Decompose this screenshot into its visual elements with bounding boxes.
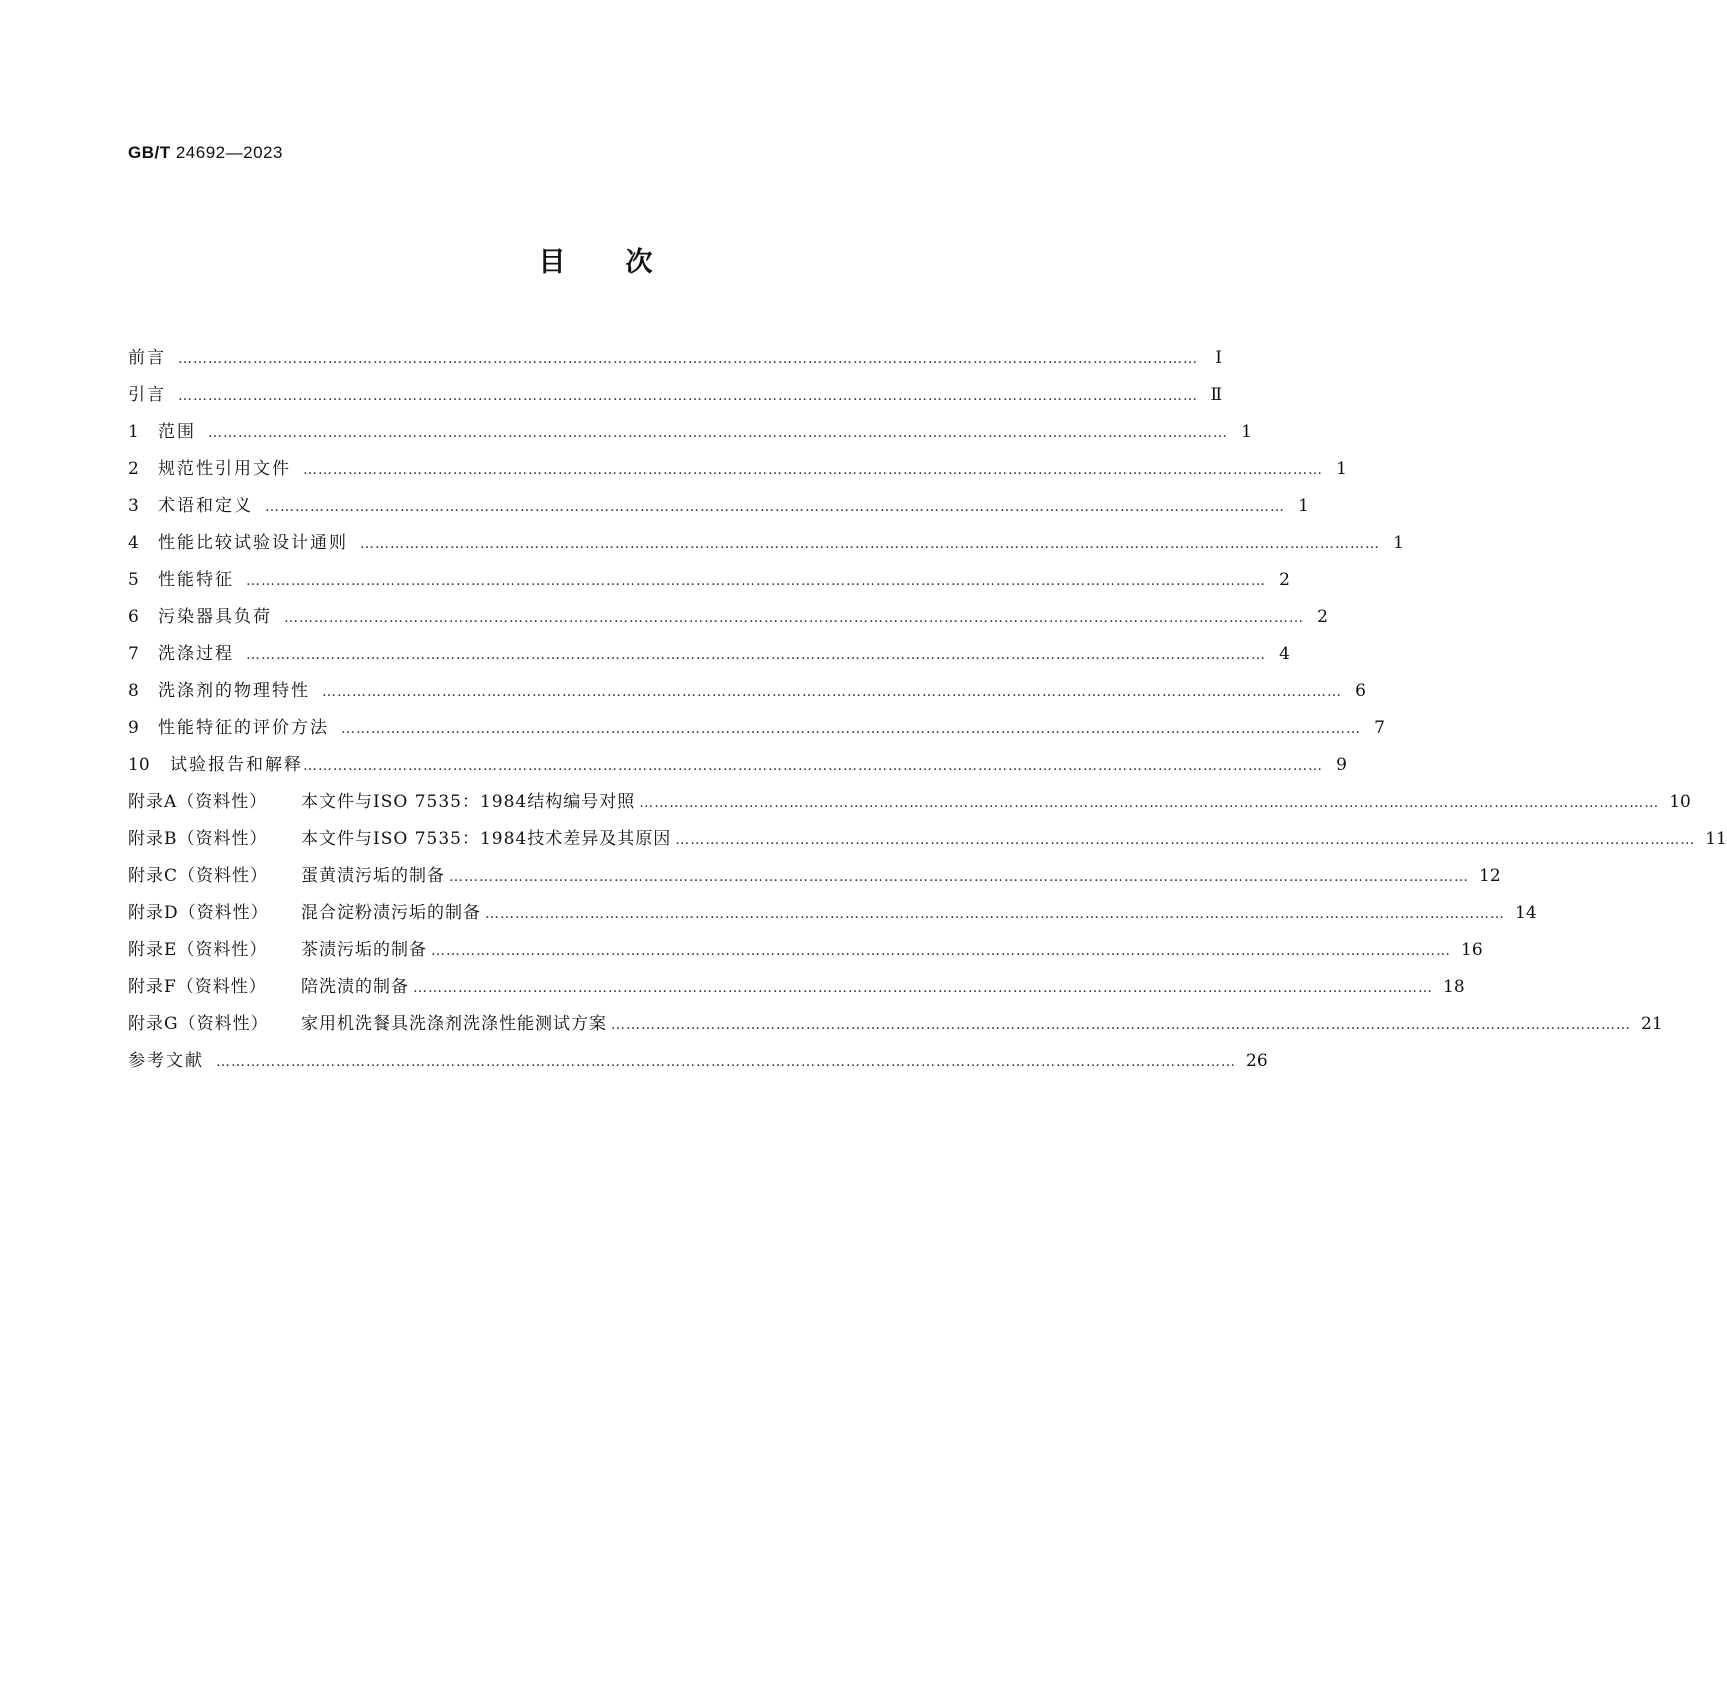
toc-page-number: 26 (1246, 1051, 1268, 1071)
toc-leader: …………………………………………………………………………………………………………………………………………………………………………………… (449, 869, 1469, 885)
toc-leader: …………………………………………………………………………………………………………………………………………………………………………………… (431, 943, 1451, 959)
toc-entry-annex-f[interactable] (128, 969, 1465, 1006)
toc-leader: …………………………………………………………………………………………………………………………………………………………………………………… (265, 499, 1285, 515)
toc-annex-name: 附录E（资料性） (128, 940, 268, 960)
toc-entry-foreword[interactable] (128, 340, 1222, 377)
toc-entry-label: 性能特征的评价方法 (158, 718, 329, 738)
toc-title: 目次 (538, 247, 713, 278)
toc-entry-label: 规范性引用文件 (158, 459, 291, 479)
toc-annex-title: 蛋黄渍污垢的制备 (301, 866, 445, 886)
standard-code (128, 143, 283, 163)
toc-leader: …………………………………………………………………………………………………………………………………………………………………………………… (675, 832, 1696, 848)
toc-page-number: 16 (1461, 940, 1483, 960)
toc-entry-clause-1[interactable] (128, 414, 1252, 451)
toc-annex-name: 附录F（资料性） (128, 977, 267, 997)
toc-leader: …………………………………………………………………………………………………………………………………………………………………………………… (178, 388, 1198, 404)
toc-entry-label: 引言 (128, 385, 166, 405)
toc-page-number: 10 (1669, 792, 1691, 812)
toc-page-number: 2 (1317, 607, 1328, 627)
toc-entry-label: 性能比较试验设计通则 (158, 533, 348, 553)
toc-entry-bibliography[interactable] (128, 1043, 1268, 1080)
toc-entry-label: 性能特征 (158, 570, 234, 590)
toc-clause-number: 5 (128, 570, 139, 590)
toc-entry-clause-8[interactable] (128, 673, 1366, 710)
toc-clause-number: 10 (128, 755, 150, 775)
toc-annex-name: 附录B（资料性） (128, 829, 268, 849)
toc-leader: …………………………………………………………………………………………………………………………………………………………………………………… (413, 980, 1433, 996)
toc-entry-label: 洗涤过程 (158, 644, 234, 664)
toc-page-number: 1 (1298, 496, 1309, 516)
standard-number: 24692—2023 (175, 143, 283, 162)
toc-leader: …………………………………………………………………………………………………………………………………………………………………………………… (360, 536, 1380, 552)
toc-entry-clause-9[interactable] (128, 710, 1385, 747)
toc-annex-title: 混合淀粉渍污垢的制备 (301, 903, 481, 923)
toc-leader: …………………………………………………………………………………………………………………………………………………………………………………… (485, 906, 1505, 922)
toc-annex-name: 附录C（资料性） (128, 866, 269, 886)
toc-entry-clause-7[interactable] (128, 636, 1290, 673)
toc-entry-introduction[interactable] (128, 377, 1222, 414)
toc-annex-name: 附录G（资料性） (128, 1014, 269, 1034)
toc-clause-number: 1 (128, 422, 139, 442)
toc-leader: …………………………………………………………………………………………………………………………………………………………………………………… (303, 462, 1323, 478)
toc-entry-clause-4[interactable] (128, 525, 1404, 562)
toc-page-number: 1 (1241, 422, 1252, 442)
toc-clause-number: 4 (128, 533, 139, 553)
toc-clause-number: 8 (128, 681, 139, 701)
toc-entry-annex-e[interactable] (128, 932, 1483, 969)
toc-clause-number: 3 (128, 496, 139, 516)
toc-page-number: Ⅱ (1210, 385, 1222, 405)
toc-entry-annex-g[interactable] (128, 1006, 1663, 1043)
toc-entry-label: 污染器具负荷 (158, 607, 272, 627)
toc-annex-title: 陪洗渍的制备 (301, 977, 409, 997)
toc-annex-title: 本文件与ISO 7535：1984结构编号对照 (301, 792, 636, 812)
toc-clause-number: 6 (128, 607, 139, 627)
toc-page-number: 18 (1443, 977, 1465, 997)
toc-entry-label: 参考文献 (128, 1051, 204, 1071)
toc-annex-name: 附录D（资料性） (128, 903, 269, 923)
toc-leader: …………………………………………………………………………………………………………………………………………………………………………………… (246, 573, 1266, 589)
toc-leader: …………………………………………………………………………………………………………………………………………………………………………………… (639, 795, 1660, 811)
toc-entry-clause-3[interactable] (128, 488, 1309, 525)
toc-leader: …………………………………………………………………………………………………………………………………………………………………………………… (303, 758, 1323, 774)
toc-annex-title: 茶渍污垢的制备 (301, 940, 427, 960)
toc-entry-annex-d[interactable] (128, 895, 1537, 932)
toc-entry-label: 试验报告和解释 (170, 755, 303, 775)
toc-entry-label: 范围 (158, 422, 196, 442)
toc-leader: …………………………………………………………………………………………………………………………………………………………………………………… (322, 684, 1342, 700)
toc-entry-clause-6[interactable] (128, 599, 1328, 636)
toc-page-number: 6 (1355, 681, 1366, 701)
toc-page-number: 21 (1641, 1014, 1663, 1034)
toc-entry-label: 洗涤剂的物理特性 (158, 681, 310, 701)
toc-leader: …………………………………………………………………………………………………………………………………………………………………………………… (341, 721, 1361, 737)
toc-page-number: 4 (1279, 644, 1290, 664)
toc-page-number: 11 (1705, 829, 1727, 849)
toc-leader: …………………………………………………………………………………………………………………………………………………………………………………… (178, 351, 1198, 367)
toc-clause-number: 2 (128, 459, 139, 479)
toc-entry-clause-10[interactable] (128, 747, 1347, 784)
toc-leader: …………………………………………………………………………………………………………………………………………………………………………………… (246, 647, 1266, 663)
toc-entry-label: 术语和定义 (158, 496, 253, 516)
toc-annex-name: 附录A（资料性） (128, 792, 268, 812)
toc-page-number: 1 (1336, 459, 1347, 479)
toc-page-number: Ⅰ (1215, 348, 1222, 368)
toc-entry-clause-2[interactable] (128, 451, 1347, 488)
toc-leader: …………………………………………………………………………………………………………………………………………………………………………………… (611, 1017, 1631, 1033)
toc-leader: …………………………………………………………………………………………………………………………………………………………………………………… (208, 425, 1228, 441)
toc-page-number: 12 (1479, 866, 1501, 886)
toc-page-number: 2 (1279, 570, 1290, 590)
toc-page-number: 9 (1336, 755, 1347, 775)
toc-clause-number: 7 (128, 644, 139, 664)
toc-clause-number: 9 (128, 718, 139, 738)
toc-entry-label: 前言 (128, 348, 166, 368)
toc-entry-clause-5[interactable] (128, 562, 1290, 599)
toc-entry-annex-c[interactable] (128, 858, 1501, 895)
toc-annex-title: 家用机洗餐具洗涤剂洗涤性能测试方案 (301, 1014, 607, 1034)
toc-page-number: 7 (1374, 718, 1385, 738)
toc-leader: …………………………………………………………………………………………………………………………………………………………………………………… (216, 1054, 1236, 1070)
standard-prefix: GB/T (128, 143, 171, 162)
toc-page-number: 1 (1393, 533, 1404, 553)
toc-annex-title: 本文件与ISO 7535：1984技术差异及其原因 (301, 829, 672, 849)
toc-entry-annex-b[interactable] (128, 821, 1727, 858)
toc-leader: …………………………………………………………………………………………………………………………………………………………………………………… (284, 610, 1304, 626)
toc-entry-annex-a[interactable] (128, 784, 1691, 821)
table-of-contents (128, 340, 1727, 1080)
toc-page-number: 14 (1515, 903, 1537, 923)
